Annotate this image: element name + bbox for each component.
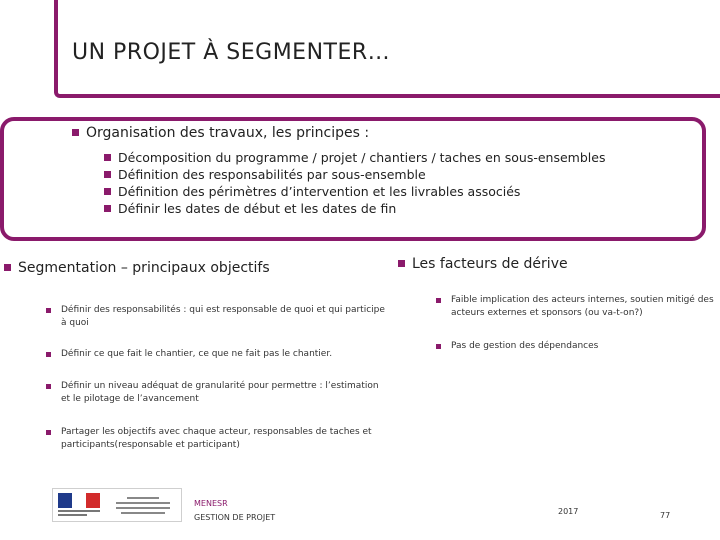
footer-org: MENESR	[194, 499, 228, 508]
square-bullet-icon	[46, 352, 51, 357]
footer-subtitle: GESTION DE PROJET	[194, 513, 276, 522]
principles-heading: Organisation des travaux, les principes :	[72, 125, 369, 141]
list-item: Définir ce que fait le chantier, ce que ne fait pas le chantier.	[46, 348, 386, 380]
square-bullet-icon	[104, 171, 111, 178]
list-item: Définition des responsabilités par sous-ensemble	[104, 166, 605, 183]
principles-list	[104, 149, 605, 217]
square-bullet-icon	[46, 384, 51, 389]
list-item: Définir des responsabilités : qui est responsable de quoi et qui participe à quoi	[46, 304, 386, 348]
drift-list	[436, 294, 714, 353]
square-bullet-icon	[72, 129, 79, 136]
list-item: Partager les objectifs avec chaque acteur, responsables de taches et participants(responsable et participant)	[46, 426, 386, 451]
square-bullet-icon	[46, 430, 51, 435]
drift-heading: Les facteurs de dérive	[398, 256, 568, 272]
segmentation-heading: Segmentation – principaux objectifs	[4, 260, 270, 276]
square-bullet-icon	[104, 205, 111, 212]
marianne-flag-icon	[58, 493, 100, 517]
list-item: Décomposition du programme / projet / chantiers / taches en sous-ensembles	[104, 149, 605, 166]
square-bullet-icon	[46, 308, 51, 313]
ministry-logo	[52, 488, 182, 522]
square-bullet-icon	[104, 188, 111, 195]
list-item: Faible implication des acteurs internes, soutien mitigé des acteurs externes et sponsors (ou va-t-on?)	[436, 294, 714, 340]
segmentation-list	[46, 304, 386, 451]
list-item: Pas de gestion des dépendances	[436, 340, 714, 353]
square-bullet-icon	[436, 344, 441, 349]
page-number: 77	[660, 511, 671, 520]
square-bullet-icon	[436, 298, 441, 303]
ministry-name-lines	[116, 494, 170, 517]
list-item: Définir un niveau adéquat de granularité pour permettre : l’estimation et le pilotage de l’avancement	[46, 380, 386, 426]
list-item: Définir les dates de début et les dates de fin	[104, 200, 605, 217]
square-bullet-icon	[398, 260, 405, 267]
footer-year: 2017	[558, 507, 579, 516]
slide-title: UN PROJET À SEGMENTER…	[72, 40, 391, 65]
square-bullet-icon	[4, 264, 11, 271]
list-item: Définition des périmètres d’intervention et les livrables associés	[104, 183, 605, 200]
square-bullet-icon	[104, 154, 111, 161]
